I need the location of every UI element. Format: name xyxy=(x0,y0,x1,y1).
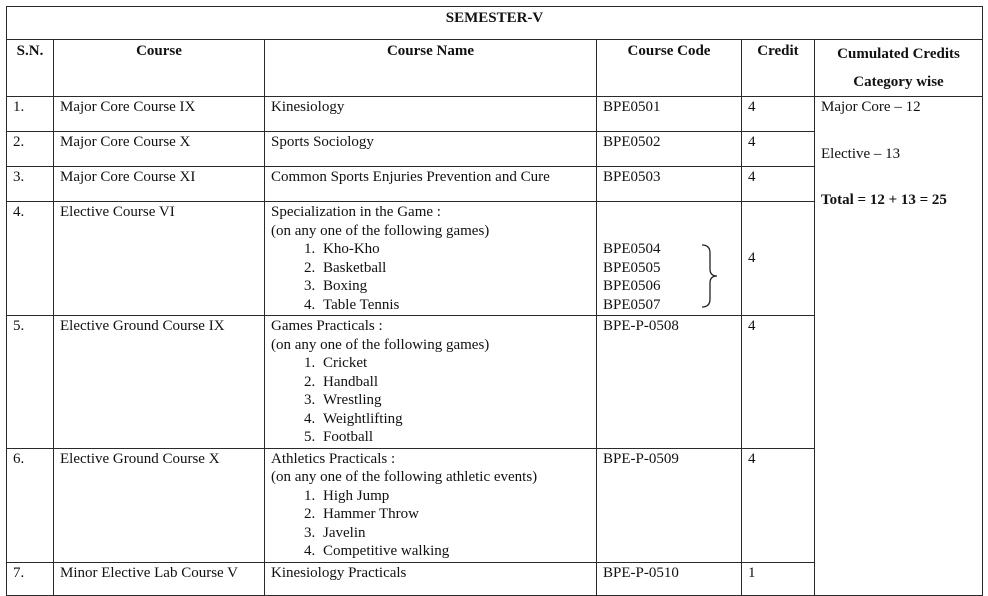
list-item: 3. Javelin xyxy=(319,524,590,543)
cell-credit: 4 xyxy=(742,202,815,316)
table-row xyxy=(7,97,983,132)
cell-course-code: BPE-P-0510 xyxy=(597,562,742,595)
cell-sn: 3. xyxy=(7,167,54,202)
course-name-title: Games Practicals : xyxy=(271,318,383,334)
cell-credit: 4 xyxy=(742,316,815,449)
cell-credit: 4 xyxy=(742,448,815,562)
cell-course-code xyxy=(597,202,742,316)
course-name-subtitle: (on any one of the following athletic events) xyxy=(271,469,538,485)
cell-credit: 4 xyxy=(742,97,815,132)
cell-course: Elective Ground Course X xyxy=(54,448,265,562)
list-item: 4. Weightlifting xyxy=(319,410,590,429)
cell-credit: 4 xyxy=(742,167,815,202)
curly-brace-icon xyxy=(700,243,720,309)
cell-credit: 1 xyxy=(742,562,815,595)
cell-credit: 4 xyxy=(742,132,815,167)
semester-table xyxy=(6,6,983,596)
cell-course-name: Common Sports Enjuries Prevention and Cure xyxy=(265,167,597,202)
header-sn: S.N. xyxy=(7,40,54,97)
cell-course: Major Core Course XI xyxy=(54,167,265,202)
cell-sn: 1. xyxy=(7,97,54,132)
header-course-name: Course Name xyxy=(265,40,597,97)
course-name-subtitle: (on any one of the following games) xyxy=(271,222,490,239)
cumulated-elective: Elective – 13 xyxy=(821,145,901,162)
cell-course-code: BPE0502 xyxy=(597,132,742,167)
list-item: 1. High Jump xyxy=(319,487,590,506)
list-item: 2. Basketball xyxy=(319,259,590,278)
cell-course-code: BPE-P-0509 xyxy=(597,448,742,562)
header-cumulated-credits xyxy=(815,40,983,97)
cell-course-name: Kinesiology xyxy=(265,97,597,132)
course-name-title: Specialization in the Game : xyxy=(271,204,441,220)
cell-course-code: BPE0503 xyxy=(597,167,742,202)
cumulated-credits-cell xyxy=(815,97,983,596)
cell-sn: 7. xyxy=(7,562,54,595)
cell-course: Elective Ground Course IX xyxy=(54,316,265,449)
header-course: Course xyxy=(54,40,265,97)
header-cumulated-line1: Cumulated Credits xyxy=(837,46,960,62)
course-code-group xyxy=(603,240,735,314)
header-cumulated-line2: Category wise xyxy=(853,74,944,90)
course-code-item: BPE0506 xyxy=(603,278,661,294)
list-item: 5. Football xyxy=(319,428,590,447)
table-title: SEMESTER-V xyxy=(7,7,983,40)
game-options-list xyxy=(271,354,590,447)
cumulated-total: Total = 12 + 13 = 25 xyxy=(821,192,947,208)
list-item: 4. Table Tennis xyxy=(319,296,590,315)
cell-sn: 6. xyxy=(7,448,54,562)
cell-course-name: Sports Sociology xyxy=(265,132,597,167)
cell-sn: 2. xyxy=(7,132,54,167)
cell-course-name xyxy=(265,448,597,562)
cell-course: Elective Course VI xyxy=(54,202,265,316)
cell-course: Major Core Course X xyxy=(54,132,265,167)
list-item: 2. Hammer Throw xyxy=(319,505,590,524)
cell-sn: 4. xyxy=(7,202,54,316)
cell-sn: 5. xyxy=(7,316,54,449)
list-item: 2. Handball xyxy=(319,373,590,392)
header-row xyxy=(7,40,983,97)
cumulated-major-core: Major Core – 12 xyxy=(821,99,921,115)
header-credit: Credit xyxy=(742,40,815,97)
list-item: 3. Wrestling xyxy=(319,391,590,410)
cell-course-code: BPE0501 xyxy=(597,97,742,132)
event-options-list xyxy=(271,487,590,561)
list-item: 1. Cricket xyxy=(319,354,590,373)
list-item: 1. Kho-Kho xyxy=(319,240,590,259)
course-code-item: BPE0505 xyxy=(603,259,661,276)
course-code-item: BPE0507 xyxy=(603,296,661,313)
game-options-list xyxy=(271,240,590,314)
list-item: 3. Boxing xyxy=(319,277,590,296)
course-name-subtitle: (on any one of the following games) xyxy=(271,336,490,353)
list-item: 4. Competitive walking xyxy=(319,542,590,561)
course-name-title: Athletics Practicals : xyxy=(271,450,396,467)
cell-course-name xyxy=(265,316,597,449)
cell-course: Major Core Course IX xyxy=(54,97,265,132)
cell-course-code: BPE-P-0508 xyxy=(597,316,742,449)
course-code-item: BPE0504 xyxy=(603,241,661,257)
header-course-code: Course Code xyxy=(597,40,742,97)
cell-course: Minor Elective Lab Course V xyxy=(54,562,265,595)
cell-course-name xyxy=(265,202,597,316)
cell-course-name: Kinesiology Practicals xyxy=(265,562,597,595)
semester-table-container xyxy=(6,6,982,580)
